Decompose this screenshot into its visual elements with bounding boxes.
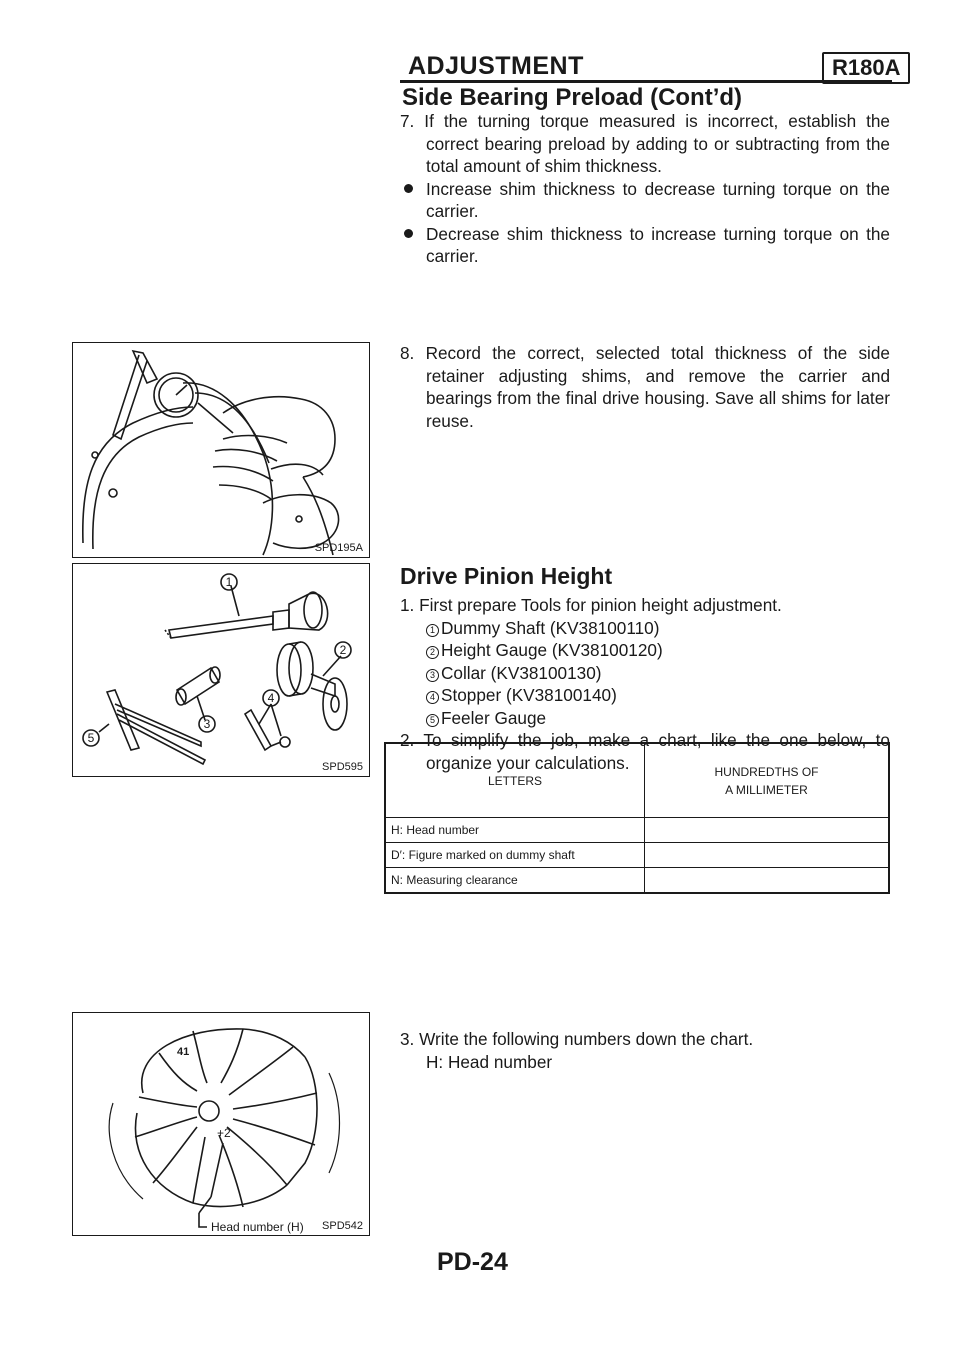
head-number-offset: +2 [217, 1126, 231, 1140]
section-title: Side Bearing Preload (Cont’d) [402, 84, 743, 111]
figure-head-number [72, 1012, 370, 1236]
header-rule [400, 80, 892, 83]
chart-letter-cell: H: Head number [385, 818, 645, 843]
table-row [385, 868, 889, 894]
page-number: PD-24 [437, 1248, 508, 1276]
callout-1: 1 [225, 575, 233, 589]
figure-code: SPD595 [322, 761, 363, 773]
tool-label: Dummy Shaft (KV38100110) [441, 617, 660, 638]
bullet-text: Increase shim thickness to decrease turning torque on the carrier. [426, 178, 890, 221]
step-8-block [400, 342, 890, 432]
callout-2: 2 [339, 643, 347, 657]
chart-value-cell [645, 843, 890, 868]
drive-pinion-heading: Drive Pinion Height [400, 563, 613, 589]
tool-label: Feeler Gauge [441, 707, 547, 728]
chart-letter-cell: D′: Figure marked on dummy shaft [385, 843, 645, 868]
tool-item [400, 707, 890, 730]
header-title: ADJUSTMENT [408, 52, 584, 80]
calculation-chart [384, 742, 890, 894]
chart-value-cell [645, 868, 890, 894]
bullet-text: Decrease shim thickness to increase turning torque on the carrier. [426, 223, 890, 266]
chart-header-hundredths [645, 743, 890, 818]
tool-label: Collar (KV38100130) [441, 662, 602, 683]
header-line: A MILLIMETER [725, 782, 808, 797]
step-7-text: 7. If the turning torque measured is incorrect, establish the correct bearing preload by adding to or subtracting from the total amount of shim thickness. [400, 111, 890, 176]
number-circle-icon: 1 [426, 624, 439, 637]
figure-tool-set [72, 563, 370, 777]
chart-header-row [385, 743, 889, 818]
figure-code: SPD195A [314, 542, 363, 554]
step-7-bullet [400, 178, 890, 223]
pinion-height-tools-illustration [73, 564, 369, 776]
step-1-text: 1. First prepare Tools for pinion height adjustment. [400, 595, 782, 615]
bullet-dot-icon [404, 229, 413, 238]
step-7-bullet [400, 223, 890, 268]
table-row [385, 818, 889, 843]
tool-item [400, 639, 890, 662]
step-7-block [400, 110, 890, 268]
callout-4: 4 [267, 691, 275, 705]
chart-value-cell [645, 818, 890, 843]
step-3-text: 3. Write the following numbers down the chart. [400, 1029, 754, 1049]
figure-code: SPD542 [322, 1220, 363, 1232]
callout-3: 3 [203, 717, 211, 731]
step-8-text: 8. Record the correct, selected total thickness of the side retainer adjusting shims, and remove the carrier and bearings from the final drive housing. Save all shims for later reuse. [400, 343, 890, 431]
callout-5: 5 [87, 731, 95, 745]
number-circle-icon: 5 [426, 714, 439, 727]
head-number-value: 41 [177, 1046, 190, 1058]
bullet-dot-icon [404, 184, 413, 193]
figure-turning-torque [72, 342, 370, 558]
number-circle-icon: 2 [426, 646, 439, 659]
tool-label: Stopper (KV38100140) [441, 685, 617, 705]
step-2-text: 2. To simplify the job, make a chart, like the one below, to organize your calculations. [400, 730, 890, 773]
head-number-caption: Head number (H) [211, 1220, 304, 1234]
step-3-sub: H: Head number [426, 1051, 553, 1072]
header-line: HUNDREDTHS OF [714, 764, 819, 779]
hands-dial-gauge-illustration [73, 343, 369, 557]
tool-item [400, 684, 890, 707]
table-row [385, 843, 889, 868]
tool-label: Height Gauge (KV38100120) [441, 640, 663, 660]
tool-item [400, 662, 890, 685]
pinion-gear-illustration [73, 1013, 369, 1235]
step-3-block [400, 1028, 890, 1073]
number-circle-icon: 3 [426, 669, 439, 682]
chart-letter-cell: N: Measuring clearance [385, 868, 645, 894]
tool-item [400, 617, 890, 640]
chart-header-letters: LETTERS [385, 743, 645, 818]
number-circle-icon: 4 [426, 691, 439, 704]
model-code-badge: R180A [822, 52, 910, 84]
